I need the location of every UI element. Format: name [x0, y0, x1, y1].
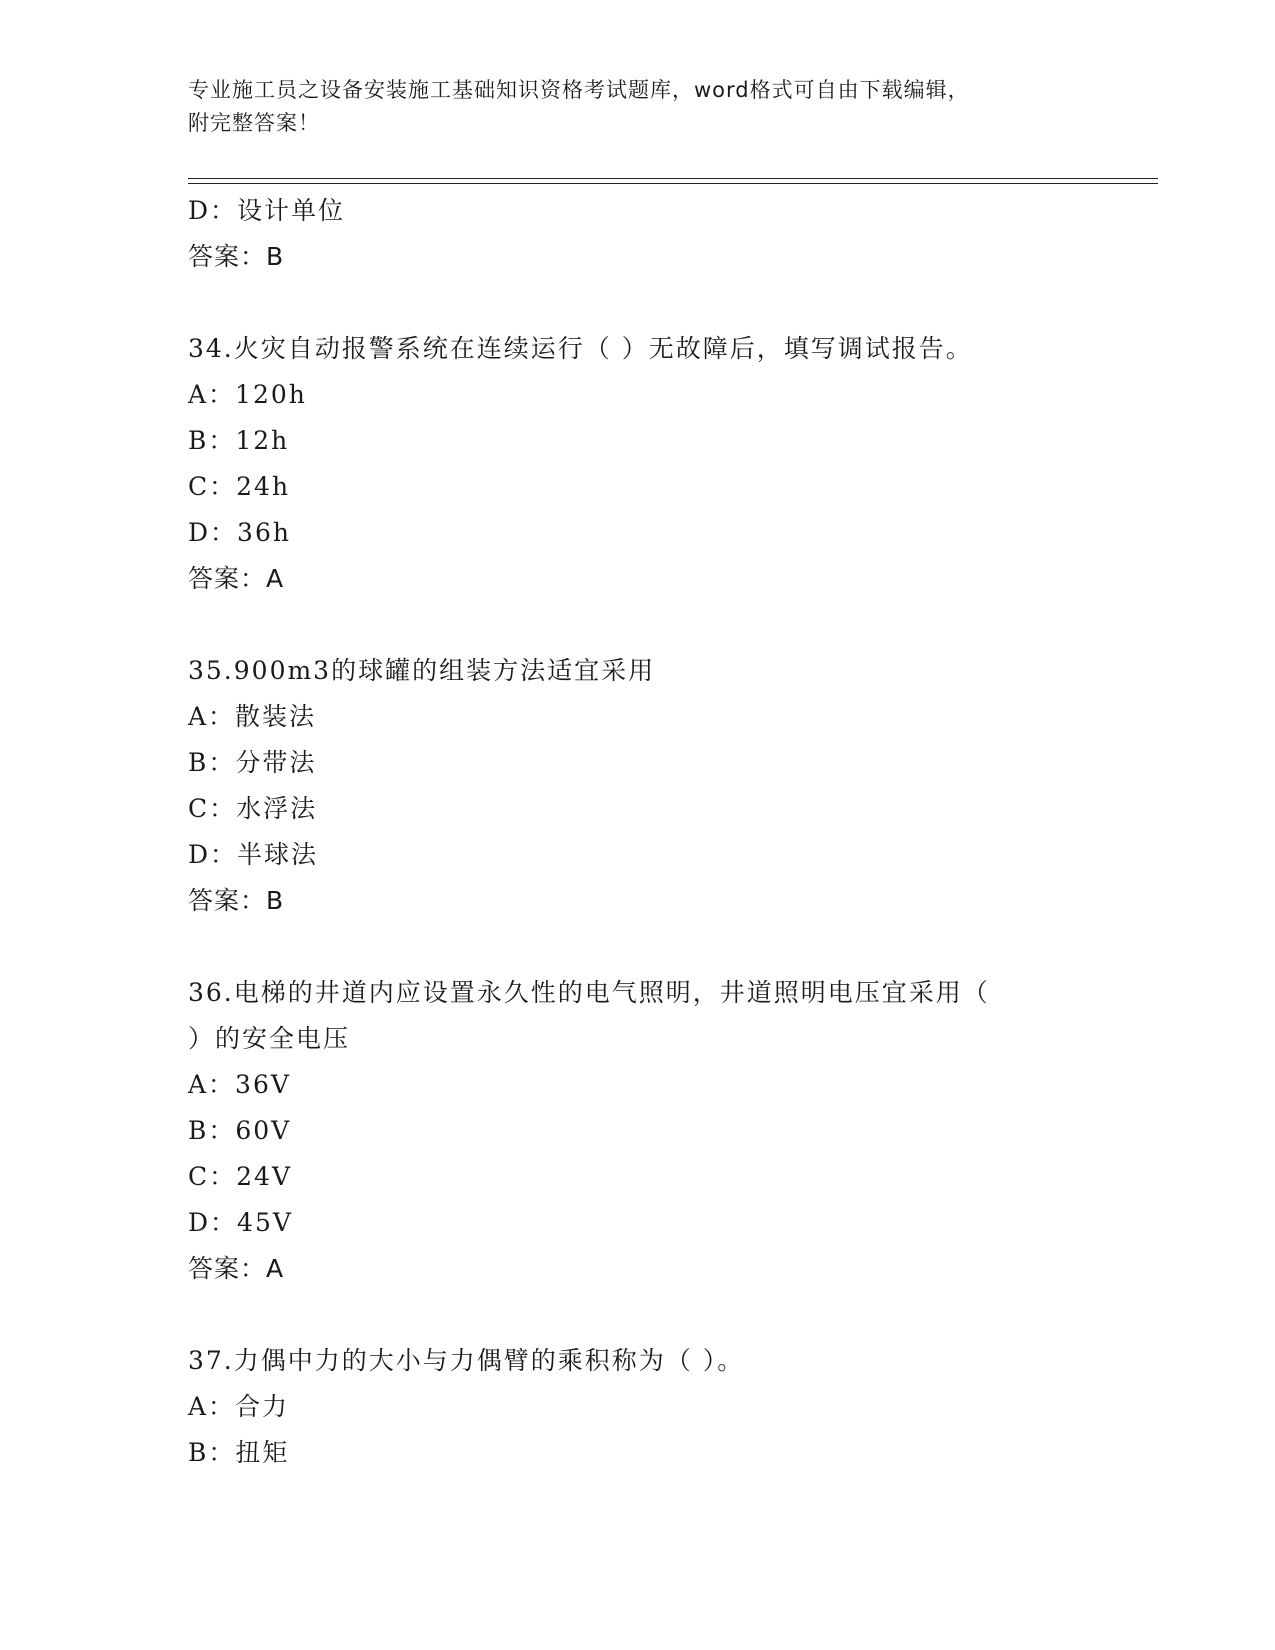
- question-stem-line1: 36.电梯的井道内应设置永久性的电气照明，井道照明电压宜采用（: [188, 978, 990, 1007]
- question-stem: 34.火灾自动报警系统在连续运行（ ）无故障后，填写调试报告。: [188, 334, 973, 363]
- spacer: [188, 602, 1068, 648]
- question-block-36: [188, 970, 1068, 1292]
- option-a: A：散装法: [188, 702, 317, 731]
- question-block-37: [188, 1338, 1068, 1476]
- option-b: B：分带法: [188, 748, 317, 777]
- header-divider-bottom: [188, 183, 1158, 184]
- option-b: B：扭矩: [188, 1438, 290, 1467]
- spacer: [188, 1292, 1068, 1338]
- option-a: A：36V: [188, 1070, 291, 1099]
- question-stem: 35.900m3的球罐的组装方法适宜采用: [188, 656, 656, 685]
- question-block-34: [188, 326, 1068, 602]
- option-a: A：120h: [188, 380, 307, 409]
- answer-text: 答案：A: [188, 564, 285, 593]
- option-c: C：24V: [188, 1162, 292, 1191]
- question-block-35: [188, 648, 1068, 924]
- answer-text: 答案：B: [188, 242, 285, 271]
- option-b: B：12h: [188, 426, 290, 455]
- option-b: B：60V: [188, 1116, 292, 1145]
- question-stem: 37.力偶中力的大小与力偶臂的乘积称为（ ）。: [188, 1346, 745, 1375]
- question-stem-line2: ）的安全电压: [188, 1024, 351, 1053]
- option-d: D：45V: [188, 1208, 293, 1237]
- option-d: D：36h: [188, 518, 291, 547]
- option-c: C：水浮法: [188, 794, 318, 823]
- header-title-line1: 专业施工员之设备安装施工基础知识资格考试题库，word格式可自由下载编辑，: [188, 78, 970, 102]
- spacer: [188, 280, 1068, 326]
- header-divider-top: [188, 178, 1158, 179]
- option-a: A：合力: [188, 1392, 290, 1421]
- question-block-33: [188, 188, 1068, 280]
- answer-text: 答案：A: [188, 1254, 285, 1283]
- document-header: [188, 74, 1068, 140]
- option-c: C：24h: [188, 472, 291, 501]
- spacer: [188, 924, 1068, 970]
- option-d: D：设计单位: [188, 196, 346, 225]
- option-d: D：半球法: [188, 840, 319, 869]
- question-list: [188, 188, 1068, 1476]
- header-title-line2: 附完整答案！: [188, 111, 320, 135]
- answer-text: 答案：B: [188, 886, 285, 915]
